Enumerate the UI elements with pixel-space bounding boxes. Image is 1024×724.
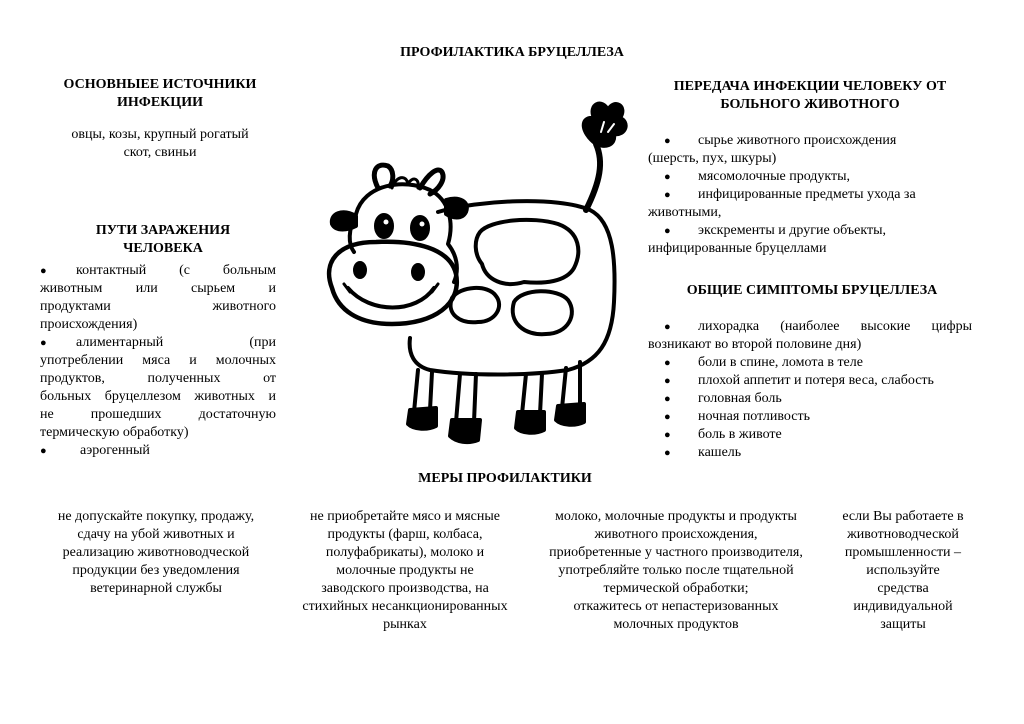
prevention-heading: МЕРЫ ПРОФИЛАКТИКИ <box>418 471 592 486</box>
prevention-line: молочные продукты не <box>336 563 474 578</box>
prevention-line: промышленности – <box>844 545 962 560</box>
sources-text <box>40 126 280 162</box>
bullet-icon: ● <box>664 429 671 441</box>
route-line: не прошедших достаточную <box>40 407 276 422</box>
bullet-icon: ● <box>664 447 671 459</box>
bullet-icon: ● <box>664 171 671 183</box>
prevention-line: используйте <box>866 563 940 578</box>
transmission-item <box>662 168 972 186</box>
cow-illustration <box>318 92 628 462</box>
symptom-item <box>662 390 972 408</box>
transmission-item-text: животными, <box>648 205 722 220</box>
route-item <box>40 262 276 334</box>
bullet-icon: ● <box>664 189 671 201</box>
bullet-icon: ● <box>664 411 671 423</box>
prevention-line: рынках <box>383 617 427 632</box>
symptoms-list <box>648 318 972 462</box>
symptom-text: возникают во второй половине дня) <box>648 337 862 352</box>
prevention-line: заводского производства, на <box>321 581 489 596</box>
transmission-item <box>648 132 972 168</box>
route-line: происхождения) <box>40 317 138 332</box>
sources-heading-line: ИНФЕКЦИИ <box>117 95 203 110</box>
routes-section <box>40 222 276 460</box>
transmission-item-text: (шерсть, пух, шкуры) <box>648 151 777 166</box>
prevention-line: если Вы работаете в <box>842 509 964 524</box>
symptom-item <box>662 426 972 444</box>
route-line: продуктами животного <box>40 299 276 314</box>
prevention-line: не допускайте покупку, продажу, <box>57 509 255 524</box>
symptoms-section <box>648 282 972 462</box>
route-item <box>40 334 276 442</box>
sources-heading-line: ОСНОВНЫЕЕ ИСТОЧНИКИ <box>63 77 257 92</box>
prevention-line: индивидуальной <box>853 599 953 614</box>
symptom-text: ночная потливость <box>698 409 810 424</box>
prevention-line: продукты (фарш, колбаса, <box>327 527 483 542</box>
prevention-line: животного происхождения, <box>594 527 758 542</box>
transmission-heading-line: БОЛЬНОГО ЖИВОТНОГО <box>720 97 900 112</box>
route-line <box>40 334 276 352</box>
transmission-item <box>648 186 972 222</box>
route-text: аэрогенный <box>80 443 150 458</box>
prevention-line: полуфабрикаты), молоко и <box>325 545 485 560</box>
prevention-column <box>828 508 978 634</box>
prevention-line: защиты <box>880 617 926 632</box>
route-text: алиментарный (при <box>76 335 276 350</box>
sources-heading <box>40 76 280 112</box>
prevention-line: средства <box>877 581 929 596</box>
transmission-heading-line: ПЕРЕДАЧА ИНФЕКЦИИ ЧЕЛОВЕКУ ОТ <box>673 79 947 94</box>
routes-heading <box>40 222 276 258</box>
routes-heading-line: ЧЕЛОВЕКА <box>123 241 203 256</box>
route-line: употреблении мяса и молочных <box>40 353 276 368</box>
sources-text-line: скот, свиньи <box>123 145 197 160</box>
bullet-icon: ● <box>664 393 671 405</box>
symptom-text: плохой аппетит и потеря веса, слабость <box>698 373 934 388</box>
prevention-line: употребляйте только после тщательной <box>558 563 794 578</box>
prevention-line: откажитесь от непастеризованных <box>573 599 779 614</box>
symptom-text: лихорадка (наиболее высокие цифры <box>698 319 972 334</box>
bullet-icon: ● <box>664 375 671 387</box>
transmission-item <box>648 222 972 258</box>
symptom-item <box>662 444 972 462</box>
prevention-line: стихийных несанкционированных <box>302 599 508 614</box>
bullet-icon: ● <box>40 445 47 457</box>
symptom-text: боли в спине, ломота в теле <box>698 355 863 370</box>
route-item <box>40 442 276 460</box>
prevention-line: сдачу на убой животных и <box>77 527 235 542</box>
route-line: животным или сырьем и <box>40 281 276 296</box>
symptoms-heading: ОБЩИЕ СИМПТОМЫ БРУЦЕЛЛЕЗА <box>686 283 938 298</box>
transmission-item-text: инфицированные предметы ухода за <box>698 187 916 202</box>
prevention-line: молочных продуктов <box>613 617 739 632</box>
route-line: термическую обработку) <box>40 425 189 440</box>
prevention-line: приобретенные у частного производителя, <box>549 545 803 560</box>
prevention-line: молоко, молочные продукты и продукты <box>555 509 797 524</box>
transmission-heading <box>648 78 972 114</box>
transmission-section <box>648 78 972 258</box>
symptom-item <box>662 354 972 372</box>
routes-heading-line: ПУТИ ЗАРАЖЕНИЯ <box>95 223 231 238</box>
symptom-text: кашель <box>698 445 742 460</box>
symptom-item <box>648 318 972 354</box>
transmission-item-text: инфицированные бруцеллами <box>648 241 827 256</box>
sources-section <box>40 76 280 162</box>
prevention-column <box>528 508 824 634</box>
prevention-column <box>280 508 530 634</box>
prevention-column <box>36 508 276 598</box>
route-line <box>40 442 276 460</box>
prevention-line: не приобретайте мясо и мясные <box>310 509 500 524</box>
sources-text-line: овцы, козы, крупный рогатый <box>71 127 249 142</box>
bullet-icon: ● <box>40 265 47 277</box>
route-line: продуктов, полученных от <box>40 371 276 386</box>
transmission-list <box>648 132 972 258</box>
prevention-line: животноводческой <box>847 527 959 542</box>
transmission-item-text: экскременты и другие объекты, <box>698 223 887 238</box>
bullet-icon: ● <box>664 321 671 333</box>
prevention-line: термической обработки; <box>603 581 749 596</box>
symptom-text: головная боль <box>698 391 782 406</box>
symptom-item <box>662 372 972 390</box>
bullet-icon: ● <box>664 225 671 237</box>
route-text: контактный (с больным <box>76 263 276 278</box>
bullet-icon: ● <box>40 337 47 349</box>
transmission-item-text: мясомолочные продукты, <box>698 169 851 184</box>
symptom-item <box>662 408 972 426</box>
route-line: больных бруцеллезом животных и <box>40 389 276 404</box>
routes-list <box>40 262 276 460</box>
prevention-line: реализацию животноводческой <box>62 545 250 560</box>
prevention-line: ветеринарной службы <box>90 581 222 596</box>
prevention-line: продукции без уведомления <box>72 563 240 578</box>
route-line <box>40 262 276 280</box>
transmission-item-text: сырье животного происхождения <box>698 133 897 148</box>
page-title: ПРОФИЛАКТИКА БРУЦЕЛЛЕЗА <box>400 45 624 60</box>
bullet-icon: ● <box>664 357 671 369</box>
symptom-text: боль в животе <box>698 427 782 442</box>
bullet-icon: ● <box>664 135 671 147</box>
cow-icon <box>318 92 628 462</box>
